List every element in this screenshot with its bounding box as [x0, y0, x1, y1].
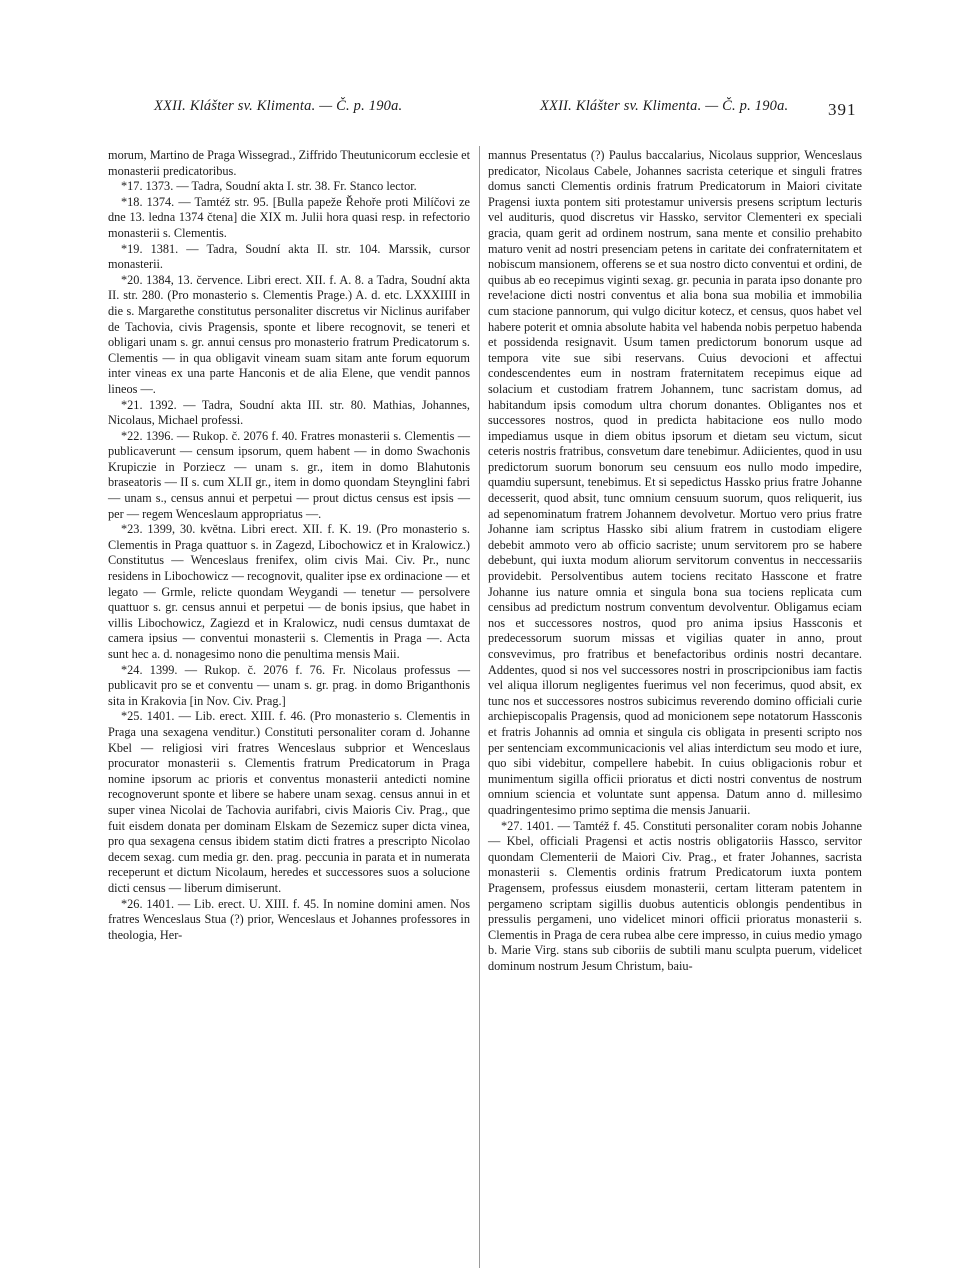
- paragraph: *24. 1399. — Rukop. č. 2076 f. 76. Fr. Nicolaus professus — publicavit pro se et conventu — unam s. gr. prag. in domo Briganthonis sita in Krakovia [in Nov. Civ. Prag.]: [108, 662, 470, 708]
- paragraph: *18. 1374. — Tamtéž str. 95. [Bulla papeže Řehoře proti Milíčovi ze dne 13. ledna 1374 čtena] die XIX m. Julii hora quasi resp. in refectorio monasterii s. Clementis.: [108, 194, 470, 240]
- paragraph: *19. 1381. — Tadra, Soudní akta II. str. 104. Marssik, cursor monasterii.: [108, 241, 470, 272]
- paragraph: *23. 1399, 30. května. Libri erect. XII. f. K. 19. (Pro monasterio s. Clementis in Praga quattuor s. in Zagezd, Libochowicz et in Kralowicz.) Constitutus — Wenceslaus frenifex, olim civis Mai. Civ. Pr., nunc residens in Libochowicz — recognovit, qualiter ipse ex ordinacione — et legato — Grmle, relicte quondam Weygandi — tenetur — persolvere quattuor s. gr. census annui et perpetui — de bonis ipsius, que habet in villis Libochowicz, Zagiezd et in Kralowicz, nudi census dumtaxat de camera ipsius — conventui monasterii s. Clementis in Praga —. Acta sunt hec a. d. nonagesimo nono die penultima mensis Maii.: [108, 522, 470, 661]
- paragraph: *21. 1392. — Tadra, Soudní akta III. str. 80. Mathias, Johannes, Nicolaus, Michael professi.: [108, 397, 470, 428]
- paragraph: *20. 1384, 13. července. Libri erect. XII. f. A. 8. a Tadra, Soudní akta II. str. 280. (Pro monasterio s. Clementis Prage.) A. d. etc. LXXXIIII in die s. Margarethe constitutus personaliter discretus vir Niclinus aurifaber de Tachovia, civis Pragensis, sponte et libere recognovit, se teneri et obligari unam s. gr. annui census pro monasterio fratrum Predicatorum s. Clementis — in qua obligavit vineam suam sitam ante forum equorum inter vineas ex una parte Hanconis et de alia Elene, que vendit pannos lineos —.: [108, 272, 470, 396]
- running-head-left: XXII. Klášter sv. Klimenta. — Č. p. 190a.: [154, 98, 403, 114]
- column-divider: [479, 146, 480, 1268]
- page-number: 391: [828, 100, 857, 119]
- paragraph: *26. 1401. — Lib. erect. U. XIII. f. 45. In nomine domini amen. Nos fratres Wenceslaus Stua (?) prior, Wenceslaus et Johannes professores in theologia, Her-: [108, 896, 470, 942]
- paragraph: *25. 1401. — Lib. erect. XIII. f. 46. (Pro monasterio s. Clementis in Praga una sexagena venditur.) Constituti personaliter coram d. Johanne Kbel — religiosi viri fratres Wenceslaus subprior et Wenceslaus procurator monasterii s. Clementis fratrum Predicatorum in Praga nomine ipsorum ac prioris et conventus monasterii antedicti nomine recognoverunt sponte et libere se habere unam sexag. census annui in et super vinea Nicolai de Tachovia aurifabri, civis Maioris Civ. Prag., que fuit eisdem donata per dominam Elskam de Sezemicz super dicta vinea, pro qua sexagena census ibidem statim dicti fratres a prescripto Nicolao decem sexag. cum media gr. den. prag. peccunia in parata et in numerata receperunt et dictum Nicolaum, heredes et successores suos a solucione dicti census — liberum dimiserunt.: [108, 709, 470, 895]
- paragraph: *27. 1401. — Tamtéž f. 45. Constituti personaliter coram nobis Johanne — Kbel, officiali Pragensi et actis nostris obligatoriis Hassco, servitor quondam Clementerii de Maiori Civ. Prag., et frater Johannes, sacrista monasterii s. Clementis ordinis fratrum Predicatorum iuxta pontem Pragensem, professus eiusdem monasterii, certam litteram patentem in pergameno scriptam sigillis duobus autenticis oblongis pendentibus in pressulis pergameni, uno videlicet minori officii prioratus monasterii s. Clementis in Praga de cera rubea albe cere impresso, in cuius medio ymago b. Marie Virg. stans sub ciboriis de subtili manu sculpta puerum, videlicet dominum nostrum Jesum Christum, baiu-: [488, 818, 862, 973]
- paragraph: *22. 1396. — Rukop. č. 2076 f. 40. Fratres monasterii s. Clementis — publicaverunt — censum ipsorum, quem habent — in domo Swachonis Krupiczie in Porziecz — unam s. gr., item in domo Blahutonis braseatoris — II s. cum XLII gr., item in domo quondam Steynglini fabri — unam s., census annui et perpetui — prout dictus census est ipsis — per — regem Wenceslaum appropriatus —.: [108, 428, 470, 521]
- right-column: [488, 148, 862, 974]
- left-column: [108, 148, 470, 943]
- paragraph: morum, Martino de Praga Wissegrad., Ziffrido Theutunicorum ecclesie et monasterii predicatoribus.: [108, 148, 470, 178]
- paragraph: *17. 1373. — Tadra, Soudní akta I. str. 38. Fr. Stanco lector.: [121, 179, 417, 194]
- running-head-right: XXII. Klášter sv. Klimenta. — Č. p. 190a.: [540, 98, 789, 114]
- paragraph: mannus Presentatus (?) Paulus baccalarius, Nicolaus supprior, Wenceslaus predicator, Nicolaus Cabele, Johannes sacrista ceterique et singuli fratres domus sancti Clementis ordinis fratrum Predicatorum in Maiori civitate Pragensi iuxta pontem siti protestamur universis presens scriptum lecturis vel audituris, quod discretus vir Hassko, servitor Clementeri ex speciali gracia, quam gerit ad ordinem nostrum, sana mente et consilio prehabito maturo venit ad nostri presenciam petens in caritate dei confraternitatem et nobiscum mansionem, offerens se et sua nostro dicto conventui et ordini, de quibus ab eo recepimus viginti sexag. gr. pecunia in parata ipso donante pro reve!acione dicti nostri conventus et alia bona sua mobilia et immobilia cum stacione pannorum, qui vulgo dicitur kotecz, et census, quos habet vel habere poterit et omnia absolute habita vel habenda nobis perpetuo habenda et possidenda resignavit. Usum tamen predictorum bonorum usque ad tempora vite sue sibi reservans. Cuius devocioni et affectui condescendentes eum in nostram fraternitatem recepimus eique ad solacium et custodiam fratrem Johannem, tunc sacristam domus, ad habitandum ipsis comodum ultra chorum donantes. Obligantes nos et successores nostros, quod in predicta habitacione eos nullo modo impediamus usque in diem obitus ipsorum et dietam seu victum, sicut ceteris nostris fratribus, consvetum dare tenebimur. Adiicientes, quod in usu predictorum suorum bonorum seu censuum eos nullo modo impedire, quamdiu supersunt, tenebimus. Et si sepedictus Hassko prius fratre Johanne decesserit, quod absit, tunc omnium censuum suorum, quos reliquerit, ius ad sepenominatum fratrem Johannem devolvetur. Mortuo vero prius fratre Johanne iam scriptus Hassko sibi alium fratrem in custodiam eligere debebit ammoto vero ab officio sacriste; unum servitorem pro se habere debebunt, qui iuxta modum aliorum servitorum conventus in neccessariis providebit. Persolventibus autem tociens recitato Hasscone et fratre Johanne ius nature omnia et singula bona sua tociens replicata cum censibus ad predictum nostrum conventum devolventur. Obligamus eciam nos et successores nostros, quod pro anima ipsius Hassconis et predecessorum suorum missas et vigilias quater in anno, prout consvevimus, pro fratribus et benefactoribus ordinis nostri decantare. Addentes, quod si nos vel successores nostri in proscripcionibus iam factis vel aliqua illorum negligentes fuerimus vel non fecerimus, quod absit, ex tunc nos et successores nostros subicimus reverendo domino officiali curie archiepiscopalis Pragensis, quod ad monicionem sepe notatorum Hassconis et fratris Johannis ad omnia et singula cis obligata in presenti scripto nos per sentenciam excommunicacionis vel alias interdictum seu modo et iure, quo sibi videbitur, compellere habebit. In cuius obligacionis robur et munimentum sigilla officii prioratus et dicti nostri conventus de nostrum omnium sciencia et voluntate sunt appensa. Datum anno d. millesimo quadringentesimo primo septima die mensis Januarii.: [488, 148, 862, 817]
